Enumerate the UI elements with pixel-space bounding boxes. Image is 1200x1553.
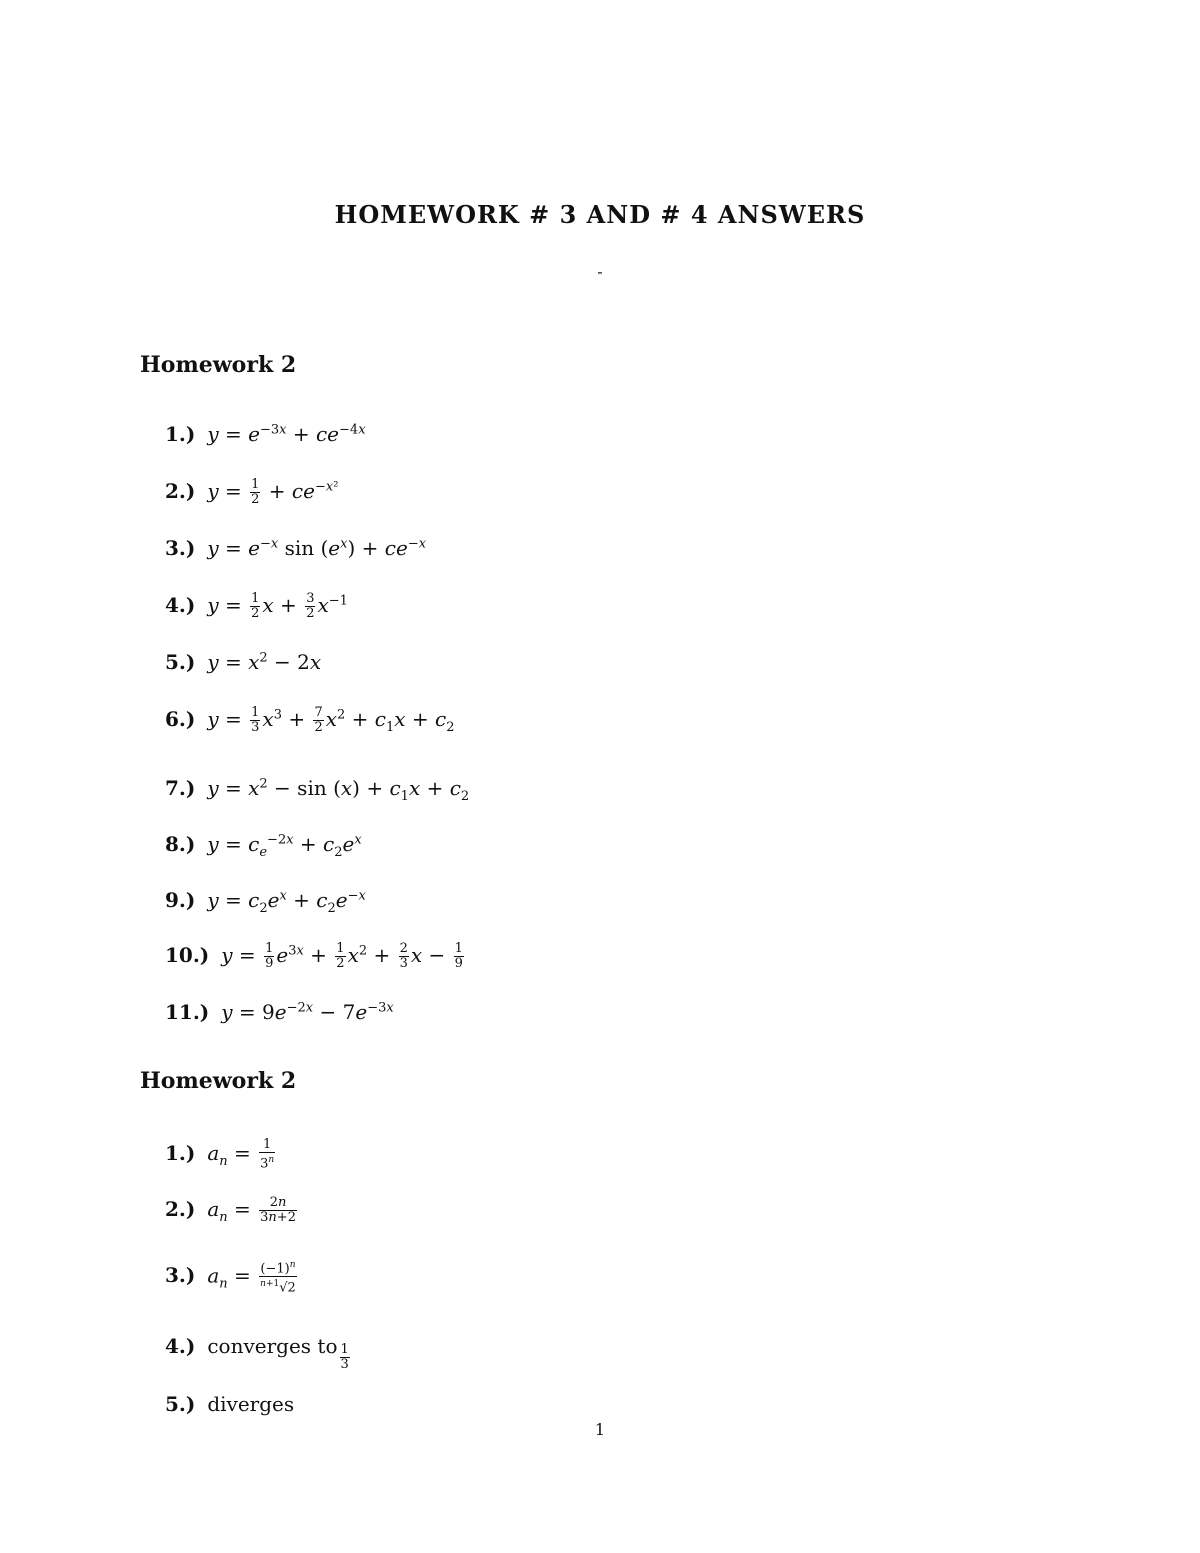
item-number: 6.) <box>165 707 196 731</box>
item-number: 5.) <box>165 650 196 674</box>
equation: $a_n$ = $\frac{1}{3^n}$ <box>207 1137 275 1172</box>
equation: $y = x^2 - \sin (x) + c_1x + c_2$ <box>207 776 470 804</box>
equation: y = $\frac{1}{2}$ x + $\frac{3}{2}$ $x^{-1}$ <box>207 591 348 621</box>
item-number: 4.) <box>165 593 196 617</box>
answer-item <box>165 422 366 446</box>
author-line: - <box>597 262 603 281</box>
answer-item <box>165 1334 352 1372</box>
answer-item <box>165 1258 299 1296</box>
item-number: 2.) <box>165 479 196 503</box>
answer-item <box>165 1000 394 1024</box>
equation: $a_n$ = $\frac{2n}{3n+2}$ <box>207 1195 296 1225</box>
item-number: 10.) <box>165 943 210 967</box>
item-number: 1.) <box>165 422 196 446</box>
item-number: 3.) <box>165 1263 196 1288</box>
answer-item <box>165 832 362 860</box>
equation: $y = x^2 - 2x$ <box>207 650 322 674</box>
section-heading-1: Homework 2 <box>140 352 297 378</box>
document-title: HOMEWORK # 3 AND # 4 ANSWERS <box>334 200 866 229</box>
item-number: 8.) <box>165 832 196 856</box>
answer-item <box>165 536 426 560</box>
equation: y = $\frac{1}{2}$ + $ce^{-x^2}$ <box>207 477 339 507</box>
item-number: 9.) <box>165 888 196 912</box>
equation: $y = c_e^{-2x} + c_2e^x$ <box>207 832 362 860</box>
equation: $y = e^{-3x} + ce^{-4x}$ <box>207 422 366 446</box>
equation: y = $\frac{1}{9}$ $e^{3x}$ + $\frac{1}{2}$ $x^2$ + $\frac{2}{3}$ x − $\frac{1}{9}$ <box>221 941 463 971</box>
item-number: 11.) <box>165 1000 210 1024</box>
answer-item <box>165 592 348 621</box>
answer-text: converges to <box>207 1334 338 1358</box>
item-number: 2.) <box>165 1197 196 1221</box>
answer-text: diverges <box>207 1392 295 1416</box>
answer-item <box>165 478 338 507</box>
fraction: $\frac{1}{3}$ <box>340 1342 349 1372</box>
item-number: 5.) <box>165 1392 196 1416</box>
answer-item <box>165 1138 277 1171</box>
item-number: 3.) <box>165 536 196 560</box>
equation: $y = c_2e^x + c_2e^{-x}$ <box>207 888 366 916</box>
item-number: 1.) <box>165 1141 196 1166</box>
item-number: 7.) <box>165 776 196 800</box>
answer-item <box>165 1392 294 1416</box>
equation: $y = 9e^{-2x} - 7e^{-3x}$ <box>221 1000 394 1024</box>
section-heading-2: Homework 2 <box>140 1068 297 1094</box>
answer-item <box>165 706 455 735</box>
answer-item <box>165 1196 299 1225</box>
answer-item <box>165 650 321 674</box>
answer-item <box>165 942 466 971</box>
answer-item <box>165 888 366 916</box>
item-number: 4.) <box>165 1334 196 1358</box>
page-number: 1 <box>594 1420 606 1439</box>
equation: $y = e^{-x}$ $\sin (e^x) + ce^{-x}$ <box>207 536 427 560</box>
equation: $a_n$ = $\frac{(-1)^n}{^{n+1}√2}$ <box>207 1260 296 1296</box>
equation: y = $\frac{1}{3}$ $x^3$ + $\frac{7}{2}$ $x^2 + c_1x + c_2$ <box>207 705 455 735</box>
answer-item <box>165 776 469 804</box>
